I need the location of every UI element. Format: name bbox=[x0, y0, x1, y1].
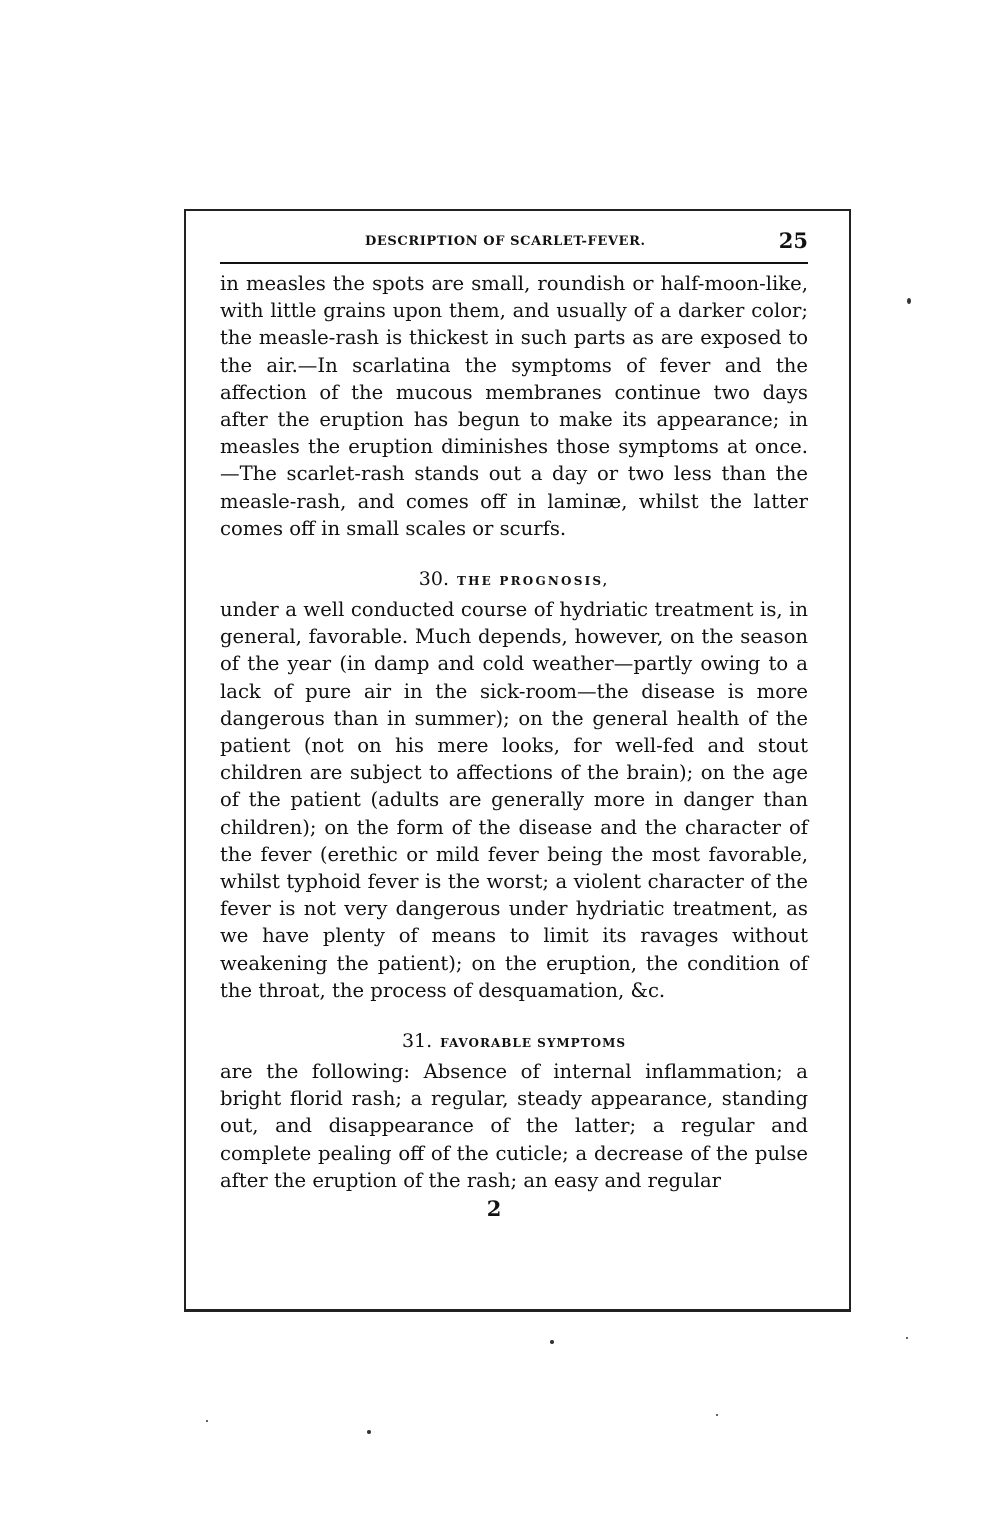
section-30-paragraph: under a well conducted course of hydriatic treatment is, in general, favorable. Much depends, however, on the season of the year (in damp and cold weather—partly owing to a lack of pure air in the sick-room—the disease is more dangerous than in summer); on the general health of the patient (not on his mere looks, for well-fed and stout children are subject to affections of the brain); on the age of the patient (adults are generally more in danger than children); on the form of the disease and the character of the fever (erethic or mild fever being the most favorable, whilst typhoid fever is the worst; a violent character of the fever is not very dangerous under hydriatic treatment, as we have plenty of means to limit its ravages without weakening the patient); on the eruption, the condition of the throat, the process of desquamation, &c. bbox=[220, 598, 808, 1002]
section-30-number: 30. bbox=[418, 568, 449, 591]
section-30-heading bbox=[220, 562, 808, 596]
section-30-title: THE PROGNOSIS, bbox=[457, 574, 610, 589]
section-31-title: FAVORABLE SYMPTOMS bbox=[440, 1036, 627, 1051]
header-rule bbox=[220, 262, 808, 264]
scan-speck bbox=[550, 1340, 554, 1344]
section-31-paragraph: are the following: Absence of internal inflammation; a bright florid rash; a regular, steady appearance, standing out, and disappearance of the latter; a regular and complete pealing off of the cuticle; a decrease of the pulse after the eruption of the rash; an easy and regular bbox=[220, 1060, 808, 1192]
scan-speck bbox=[716, 1414, 718, 1416]
running-title: DESCRIPTION OF SCARLET-FEVER. bbox=[365, 234, 646, 249]
section-31-number: 31. bbox=[401, 1030, 433, 1053]
scan-speck bbox=[907, 298, 911, 304]
page-number: 25 bbox=[778, 228, 808, 253]
section-31-heading bbox=[220, 1024, 808, 1058]
signature-mark: 2 bbox=[486, 1196, 502, 1222]
book-page bbox=[220, 226, 808, 1221]
scan-speck bbox=[906, 1337, 908, 1339]
scan-speck bbox=[367, 1430, 371, 1434]
intro-paragraph: in measles the spots are small, roundish or half-moon-like, with little grains upon them, and usually of a darker color; the measle-rash is thickest in such parts as are exposed to the air.—In scarlatina the symptoms of fever and the affection of the mucous membranes continue two days after the eruption has begun to make its appearance; in measles the eruption diminishes those symptoms at once.—The scarlet-rash stands out a day or two less than the measle-rash, and comes off in laminæ, whilst the latter comes off in small scales or scurfs. bbox=[220, 272, 808, 540]
scan-speck bbox=[206, 1420, 208, 1422]
running-head bbox=[220, 226, 808, 262]
